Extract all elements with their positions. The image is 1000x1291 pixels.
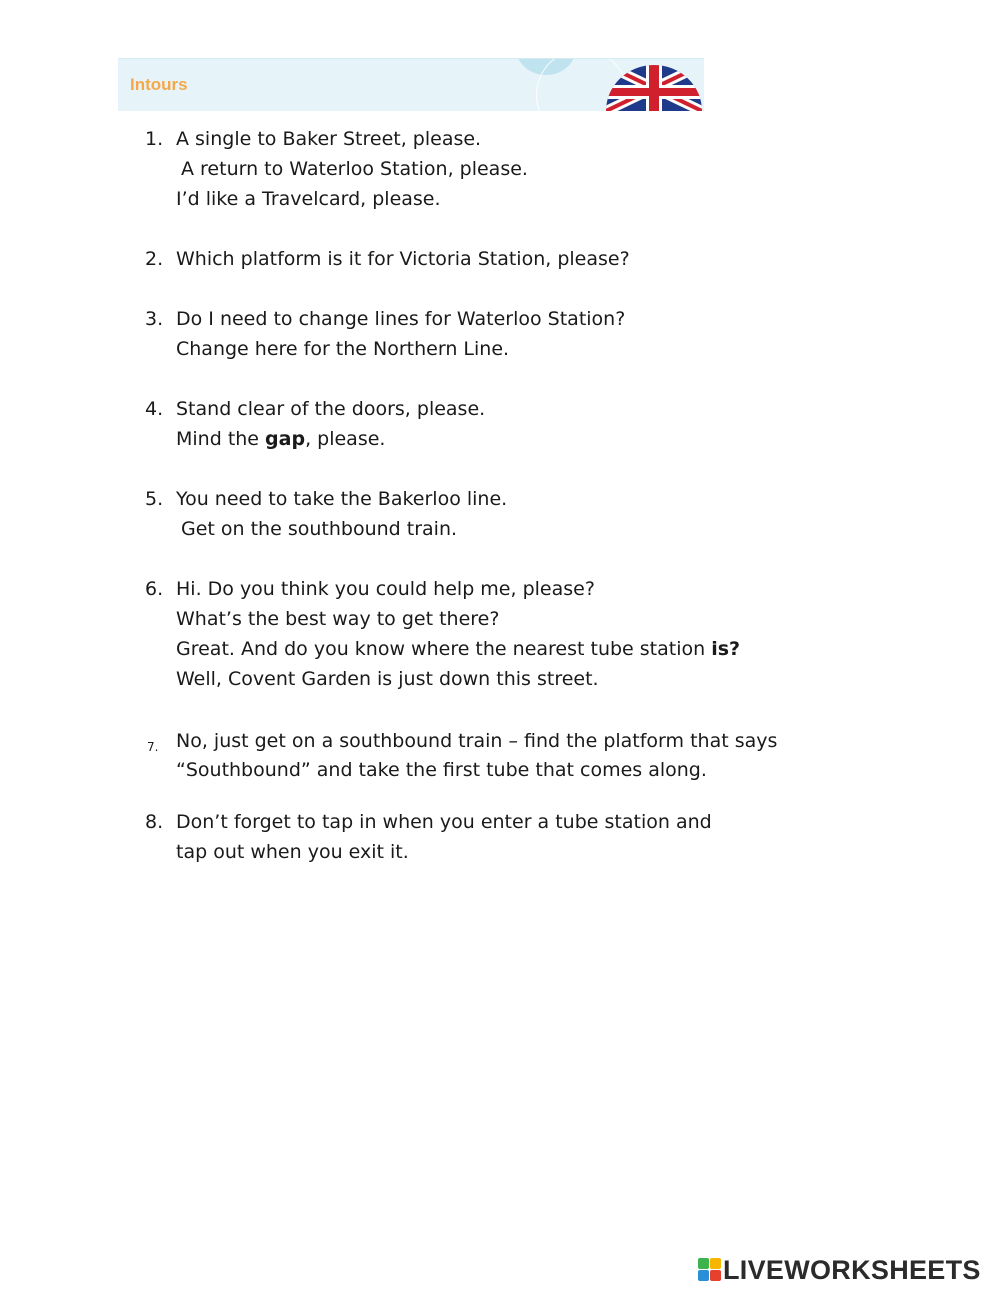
item-number: 5. xyxy=(145,488,164,510)
item-number: 2. xyxy=(145,248,164,270)
item-text: Mind the xyxy=(176,428,266,450)
item-line xyxy=(176,634,740,664)
item-line: You need to take the Bakerloo line. xyxy=(176,488,508,510)
bold-word: is? xyxy=(711,638,741,660)
item-number: 8. xyxy=(145,811,164,833)
logo-text: LIVEWORKSHEETS xyxy=(723,1255,981,1285)
item-line: No, just get on a southbound train – find the platform that says xyxy=(176,730,778,752)
item-line xyxy=(176,424,385,454)
item-line: What’s the best way to get there? xyxy=(176,608,500,630)
item-number: 3. xyxy=(145,308,164,330)
bold-word: gap xyxy=(265,428,306,450)
item-line: Don’t forget to tap in when you enter a tube station and xyxy=(176,811,712,833)
item-line: Change here for the Northern Line. xyxy=(176,338,510,360)
item-line: Get on the southbound train. xyxy=(181,518,458,540)
liveworksheets-logo xyxy=(698,1255,998,1285)
header-banner xyxy=(118,58,704,111)
item-line: “Southbound” and take the first tube that comes along. xyxy=(176,759,707,781)
logo-blocks-icon xyxy=(698,1258,722,1282)
item-line: Which platform is it for Victoria Station, please? xyxy=(176,248,630,270)
item-text: Great. And do you know where the nearest tube station xyxy=(176,638,712,660)
item-line: I’d like a Travelcard, please. xyxy=(176,188,441,210)
union-jack-icon xyxy=(606,65,702,111)
item-line: Do I need to change lines for Waterloo Station? xyxy=(176,308,626,330)
item-line: A return to Waterloo Station, please. xyxy=(181,158,528,180)
item-number: 7. xyxy=(147,740,159,754)
brand-logo: Intours xyxy=(130,75,188,94)
item-number: 6. xyxy=(145,578,164,600)
item-line: Stand clear of the doors, please. xyxy=(176,398,486,420)
item-line: tap out when you exit it. xyxy=(176,841,409,863)
item-line: Well, Covent Garden is just down this street. xyxy=(176,668,599,690)
item-number: 1. xyxy=(145,128,164,150)
item-text: , please. xyxy=(305,428,386,450)
item-line: Hi. Do you think you could help me, please? xyxy=(176,578,595,600)
item-number: 4. xyxy=(145,398,164,420)
item-line: A single to Baker Street, please. xyxy=(176,128,482,150)
